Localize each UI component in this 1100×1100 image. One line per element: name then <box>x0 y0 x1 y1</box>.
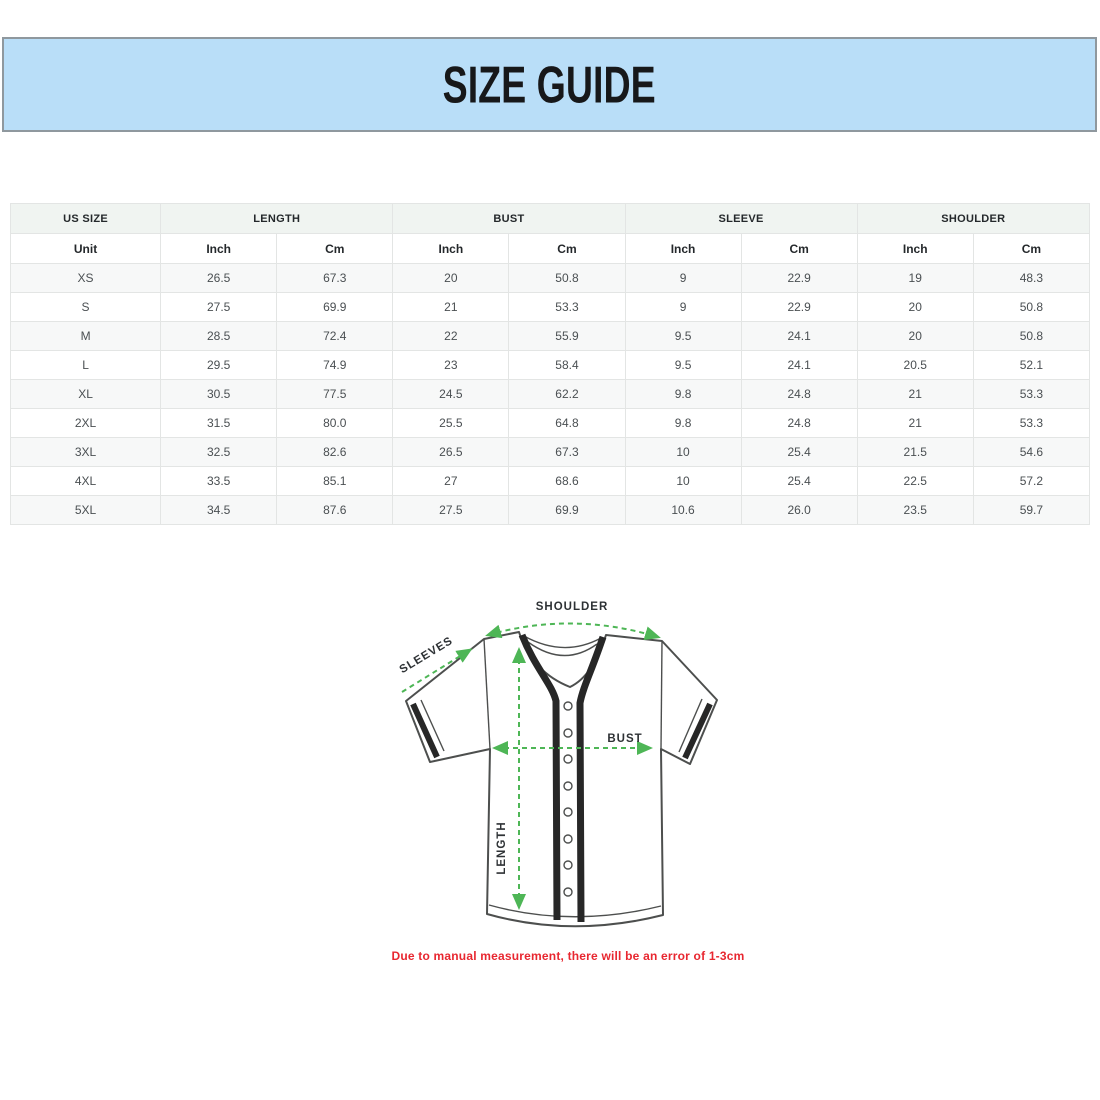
measurement-cell: 53.3 <box>973 380 1089 409</box>
measurement-cell: 69.9 <box>277 293 393 322</box>
measurement-cell: 33.5 <box>161 467 277 496</box>
measurement-cell: 52.1 <box>973 351 1089 380</box>
measurement-cell: 69.9 <box>509 496 625 525</box>
measurement-cell: 21 <box>857 380 973 409</box>
measurement-cell: 28.5 <box>161 322 277 351</box>
measurement-cell: 26.0 <box>741 496 857 525</box>
title-band <box>2 37 1097 132</box>
measurement-cell: 30.5 <box>161 380 277 409</box>
measurement-cell: 9.8 <box>625 380 741 409</box>
size-table-body <box>11 264 1090 525</box>
jersey-outline <box>406 632 717 926</box>
measurement-cell: 25.5 <box>393 409 509 438</box>
measurement-cell: 85.1 <box>277 467 393 496</box>
measurement-cell: 24.1 <box>741 322 857 351</box>
size-label-cell: 4XL <box>11 467 161 496</box>
measurement-cell: 82.6 <box>277 438 393 467</box>
unit-header: Inch <box>393 234 509 264</box>
measurement-cell: 55.9 <box>509 322 625 351</box>
measurement-cell: 32.5 <box>161 438 277 467</box>
table-row <box>11 293 1090 322</box>
measurement-cell: 26.5 <box>393 438 509 467</box>
table-row <box>11 438 1090 467</box>
unit-header: Cm <box>973 234 1089 264</box>
measurement-cell: 22.9 <box>741 264 857 293</box>
measurement-cell: 27.5 <box>393 496 509 525</box>
measurement-cell: 9 <box>625 264 741 293</box>
measurement-cell: 64.8 <box>509 409 625 438</box>
measurement-cell: 9 <box>625 293 741 322</box>
measurement-cell: 27 <box>393 467 509 496</box>
size-label-cell: S <box>11 293 161 322</box>
size-label-cell: 3XL <box>11 438 161 467</box>
measurement-cell: 27.5 <box>161 293 277 322</box>
table-row <box>11 380 1090 409</box>
measurement-cell: 50.8 <box>509 264 625 293</box>
measurement-cell: 23.5 <box>857 496 973 525</box>
measurement-cell: 10 <box>625 438 741 467</box>
measurement-cell: 29.5 <box>161 351 277 380</box>
measurement-cell: 50.8 <box>973 293 1089 322</box>
measurement-cell: 26.5 <box>161 264 277 293</box>
measurement-cell: 25.4 <box>741 467 857 496</box>
measurement-cell: 72.4 <box>277 322 393 351</box>
size-label-cell: M <box>11 322 161 351</box>
unit-header: Inch <box>161 234 277 264</box>
column-group-sleeve: SLEEVE <box>625 204 857 234</box>
measurement-cell: 87.6 <box>277 496 393 525</box>
measurement-cell: 67.3 <box>277 264 393 293</box>
measurement-cell: 57.2 <box>973 467 1089 496</box>
measurement-cell: 22.9 <box>741 293 857 322</box>
measurement-cell: 9.8 <box>625 409 741 438</box>
length-label: LENGTH <box>496 821 508 875</box>
unit-header: Cm <box>741 234 857 264</box>
size-label-cell: XL <box>11 380 161 409</box>
measurement-cell: 77.5 <box>277 380 393 409</box>
measurement-cell: 68.6 <box>509 467 625 496</box>
measurement-cell: 23 <box>393 351 509 380</box>
measurement-cell: 54.6 <box>973 438 1089 467</box>
measurement-cell: 22.5 <box>857 467 973 496</box>
measurement-cell: 62.2 <box>509 380 625 409</box>
bust-label: BUST <box>607 733 643 745</box>
measurement-cell: 9.5 <box>625 351 741 380</box>
measurement-cell: 74.9 <box>277 351 393 380</box>
shoulder-label: SHOULDER <box>535 601 609 613</box>
measurement-cell: 19 <box>857 264 973 293</box>
column-group-us-size: US SIZE <box>11 204 161 234</box>
measurement-cell: 67.3 <box>509 438 625 467</box>
measurement-cell: 9.5 <box>625 322 741 351</box>
unit-header: Cm <box>509 234 625 264</box>
measurement-cell: 20 <box>857 293 973 322</box>
unit-header: Inch <box>625 234 741 264</box>
jersey-collar-line <box>524 636 601 648</box>
measurement-cell: 34.5 <box>161 496 277 525</box>
measurement-cell: 58.4 <box>509 351 625 380</box>
sleeves-label: SLEEVES <box>397 634 456 677</box>
measurement-cell: 59.7 <box>973 496 1089 525</box>
measurement-cell: 10.6 <box>625 496 741 525</box>
measurement-cell: 53.3 <box>973 409 1089 438</box>
measurement-cell: 20.5 <box>857 351 973 380</box>
measurement-error-note: Due to manual measurement, there will be an error of 1-3cm <box>391 949 745 963</box>
measurement-cell: 21 <box>393 293 509 322</box>
measurement-cell: 25.4 <box>741 438 857 467</box>
table-row <box>11 496 1090 525</box>
measurement-cell: 20 <box>857 322 973 351</box>
jersey-measurement-diagram <box>380 588 740 950</box>
table-row <box>11 409 1090 438</box>
size-label-cell: 2XL <box>11 409 161 438</box>
size-label-cell: L <box>11 351 161 380</box>
jersey-right-shoulder-seam <box>661 641 662 749</box>
measurement-cell: 22 <box>393 322 509 351</box>
unit-label-header: Unit <box>11 234 161 264</box>
column-group-length: LENGTH <box>161 204 393 234</box>
size-label-cell: 5XL <box>11 496 161 525</box>
measurement-cell: 53.3 <box>509 293 625 322</box>
table-row <box>11 322 1090 351</box>
measurement-cell: 24.8 <box>741 380 857 409</box>
measurement-cell: 48.3 <box>973 264 1089 293</box>
measurement-cell: 24.8 <box>741 409 857 438</box>
column-group-header-row <box>11 204 1090 234</box>
measurement-cell: 10 <box>625 467 741 496</box>
unit-header: Inch <box>857 234 973 264</box>
measurement-cell: 21.5 <box>857 438 973 467</box>
table-row <box>11 351 1090 380</box>
measurement-cell: 31.5 <box>161 409 277 438</box>
table-row <box>11 467 1090 496</box>
size-table-container <box>10 203 1090 525</box>
unit-header-row <box>11 234 1090 264</box>
measurement-cell: 80.0 <box>277 409 393 438</box>
measurement-cell: 20 <box>393 264 509 293</box>
column-group-bust: BUST <box>393 204 625 234</box>
measurement-cell: 50.8 <box>973 322 1089 351</box>
measurement-cell: 24.1 <box>741 351 857 380</box>
measurement-cell: 24.5 <box>393 380 509 409</box>
column-group-shoulder: SHOULDER <box>857 204 1089 234</box>
size-label-cell: XS <box>11 264 161 293</box>
unit-header: Cm <box>277 234 393 264</box>
page-title: SIZE GUIDE <box>442 55 657 114</box>
table-row <box>11 264 1090 293</box>
measurement-cell: 21 <box>857 409 973 438</box>
size-table <box>10 203 1090 525</box>
